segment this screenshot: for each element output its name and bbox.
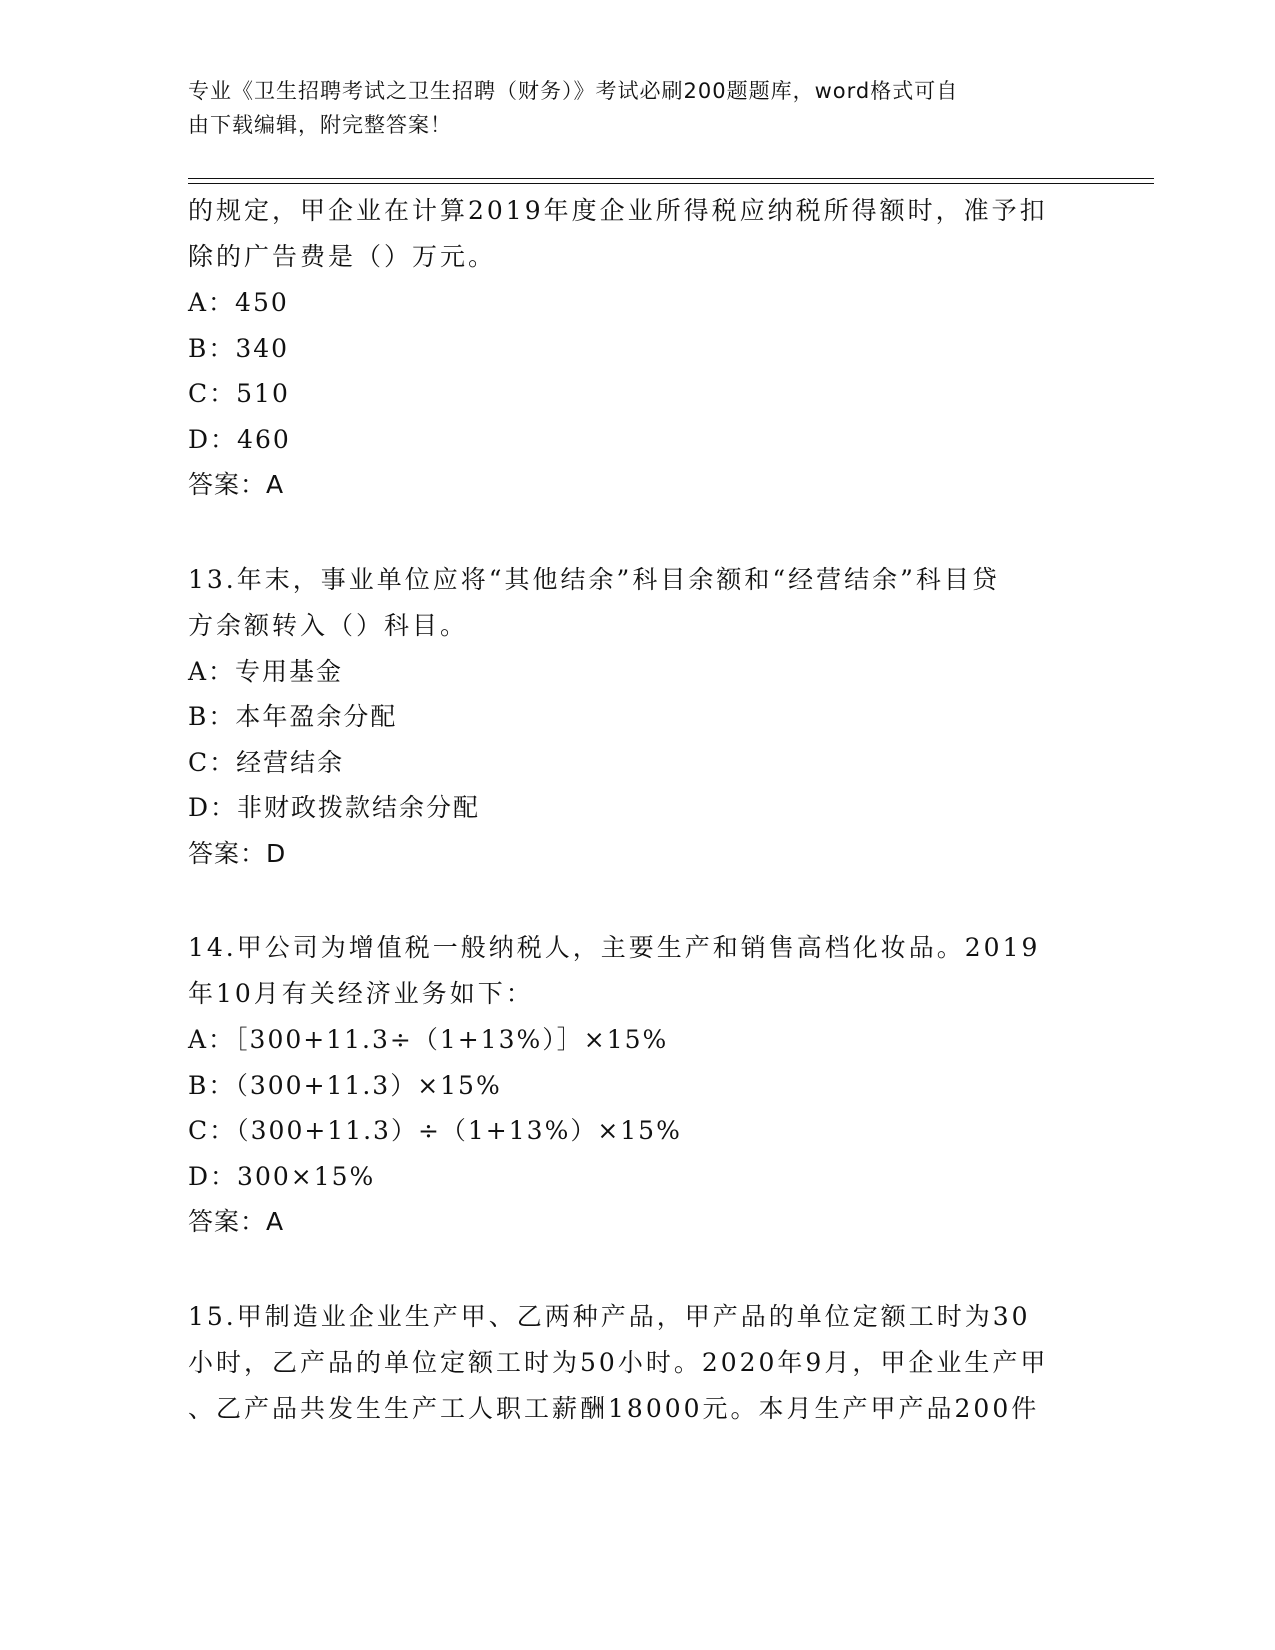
answer-line: 答案：D: [188, 838, 287, 868]
option-c: C：（300+11.3）÷（1+13%）×15%: [188, 1116, 682, 1145]
option-b: B：本年盈余分配: [188, 702, 398, 731]
question-text-line: 除的广告费是（）万元。: [188, 242, 497, 271]
question-text-line: 年10月有关经济业务如下：: [188, 979, 534, 1008]
header-divider-bottom: [188, 183, 1154, 184]
question-text-line: 14.甲公司为增值税一般纳税人，主要生产和销售高档化妆品。2019: [188, 933, 1041, 962]
question-text-line: 15.甲制造业企业生产甲、乙两种产品，甲产品的单位定额工时为30: [188, 1301, 1031, 1331]
option-a: A：［300+11.3÷（1+13%）］×15%: [188, 1025, 669, 1054]
question-text-line: 方余额转入（）科目。: [188, 610, 469, 640]
option-c: C：经营结余: [188, 747, 345, 777]
header-divider-top: [188, 178, 1154, 179]
question-text-line: 的规定，甲企业在计算2019年度企业所得税应纳税所得额时，准予扣: [188, 196, 1048, 225]
answer-line: 答案：A: [188, 470, 285, 499]
option-d: D：460: [188, 424, 291, 454]
option-d: D：非财政拨款结余分配: [188, 793, 481, 822]
option-a: A：专用基金: [188, 656, 344, 686]
option-c: C：510: [188, 379, 290, 408]
document-header: [188, 74, 1068, 142]
option-b: B：（300+11.3）×15%: [188, 1070, 502, 1100]
option-b: B：340: [188, 333, 290, 363]
question-15: [188, 1294, 1088, 1432]
question-text-line: 小时，乙产品的单位定额工时为50小时。2020年9月，甲企业生产甲: [188, 1347, 1049, 1377]
header-line-1: 专业《卫生招聘考试之卫生招聘（财务）》考试必刷200题题库，word格式可自: [188, 79, 959, 103]
question-text-line: 13.年末，事业单位应将“其他结余”科目余额和“经营结余”科目贷: [188, 564, 1000, 594]
question-12-continued: [188, 188, 1088, 508]
question-content: [188, 188, 1088, 1432]
option-a: A：450: [188, 288, 289, 317]
question-14: [188, 925, 1088, 1245]
header-line-2: 由下载编辑，附完整答案！: [188, 113, 452, 137]
question-text-line: 、乙产品共发生生产工人职工薪酬18000元。本月生产甲产品200件: [188, 1393, 1040, 1423]
answer-line: 答案：A: [188, 1207, 285, 1236]
question-13: [188, 557, 1088, 877]
option-d: D：300×15%: [188, 1161, 376, 1191]
